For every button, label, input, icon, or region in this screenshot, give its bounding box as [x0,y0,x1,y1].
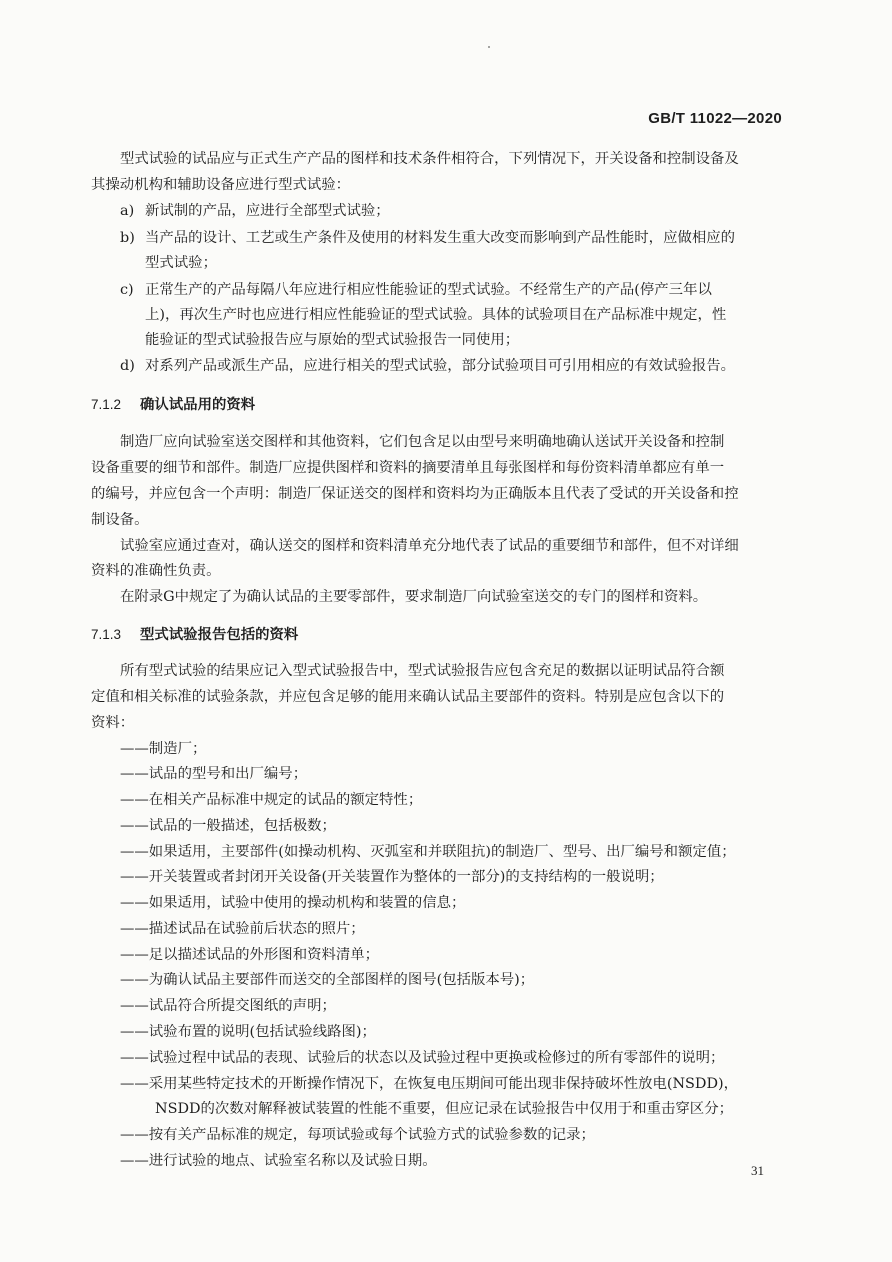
list-marker-d: d) [120,358,135,374]
list-item-b: 当产品的设计、工艺或生产条件及使用的材料发生重大改变而影响到产品性能时，应做相应的 [145,230,736,246]
paragraph-line: 所有型式试验的结果应记入型式试验报告中，型式试验报告应包含充足的数据以证明试品符合额 [120,663,725,679]
dash-list-item: ——如果适用，主要部件(如操动机构、灭弧室和并联阻抗)的制造厂、型号、出厂编号和额定值； [120,844,736,860]
dash-list-item-cont: NSDD的次数对解释被试装置的性能不重要，但应记录在试验报告中仅用于和重击穿区分； [155,1101,733,1117]
list-item-c-cont: 能验证的型式试验报告应与原始的型式试验报告一同使用； [145,332,520,348]
paragraph-line: 的编号，并应包含一个声明：制造厂保证送交的图样和资料均为正确版本且代表了受试的开关设备和控 [91,486,739,502]
paragraph-line: 在附录G中规定了为确认试品的主要零部件，要求制造厂向试验室送交的专门的图样和资料。 [120,589,708,605]
dash-list-item: ——试验布置的说明(包括试验线路图)； [120,1024,376,1040]
list-marker-b: b) [120,230,135,246]
section-number: 7.1.3 [91,627,122,642]
paragraph-line: 资料： [91,715,135,731]
list-item-d: 对系列产品或派生产品，应进行相关的型式试验，部分试验项目可引用相应的有效试验报告。 [145,358,736,374]
dash-list-item: ——按有关产品标准的规定，每项试验或每个试验方式的试验参数的记录； [120,1127,595,1143]
standard-number: GB/T 11022—2020 [648,110,782,127]
dash-list-item: ——试品的一般描述，包括极数； [120,818,336,834]
dash-list-item: ——在相关产品标准中规定的试品的额定特性； [120,792,423,808]
dash-list-item: ——采用某些特定技术的开断操作情况下，在恢复电压期间可能出现非保持破坏性放电(NSDD)， [120,1076,738,1092]
section-number: 7.1.2 [91,397,122,412]
list-item-c: 正常生产的产品每隔八年应进行相应性能验证的型式试验。不经常生产的产品(停产三年以 [145,282,712,298]
dash-list-item: ——制造厂； [120,741,207,757]
paragraph-line: 设备重要的细节和部件。制造厂应提供图样和资料的摘要清单且每张图样和每份资料清单都应有单一 [91,460,725,476]
dash-list-item: ——为确认试品主要部件而送交的全部图样的图号(包括版本号)； [120,972,535,988]
dash-list-item: ——试品的型号和出厂编号； [120,766,308,782]
dash-list-item: ——试验过程中试品的表现、试验后的状态以及试验过程中更换或检修过的所有零部件的说明； [120,1050,725,1066]
dash-list-item: ——试品符合所提交图纸的声明； [120,998,336,1014]
paragraph-line: 制设备。 [91,512,149,528]
paragraph-line: 试验室应通过查对，确认送交的图样和资料清单充分地代表了试品的重要细节和部件，但不对详细 [120,538,739,554]
scan-speck [488,46,490,48]
paragraph-line: 制造厂应向试验室送交图样和其他资料，它们包含足以由型号来明确地确认送试开关设备和控制 [120,434,725,450]
section-title: 确认试品用的资料 [140,397,256,413]
dash-list-item: ——描述试品在试验前后状态的照片； [120,921,365,937]
list-item-a: 新试制的产品，应进行全部型式试验； [145,203,390,219]
section-title: 型式试验报告包括的资料 [140,627,299,643]
dash-list-item: ——开关装置或者封闭开关设备(开关装置作为整体的一部分)的支持结构的一般说明； [120,869,664,885]
list-marker-c: c) [120,282,134,298]
dash-list-item: ——进行试验的地点、试验室名称以及试验日期。 [120,1153,437,1169]
paragraph-line: 资料的准确性负责。 [91,563,221,579]
dash-list-item: ——足以描述试品的外形图和资料清单； [120,947,380,963]
paragraph-line: 定值和相关标准的试验条款，并应包含足够的能用来确认试品主要部件的资料。特别是应包含以下的 [91,689,725,705]
list-marker-a: a) [120,203,135,219]
list-item-c-cont: 上)，再次生产时也应进行相应性能验证的型式试验。具体的试验项目在产品标准中规定，性 [145,307,727,323]
intro-line: 其操动机构和辅助设备应进行型式试验： [91,177,351,193]
dash-list-item: ——如果适用，试验中使用的操动机构和装置的信息； [120,895,466,911]
list-item-b-cont: 型式试验； [145,255,217,271]
page-number: 31 [751,1163,764,1178]
intro-line: 型式试验的试品应与正式生产产品的图样和技术条件相符合，下列情况下，开关设备和控制设备及 [120,151,739,167]
